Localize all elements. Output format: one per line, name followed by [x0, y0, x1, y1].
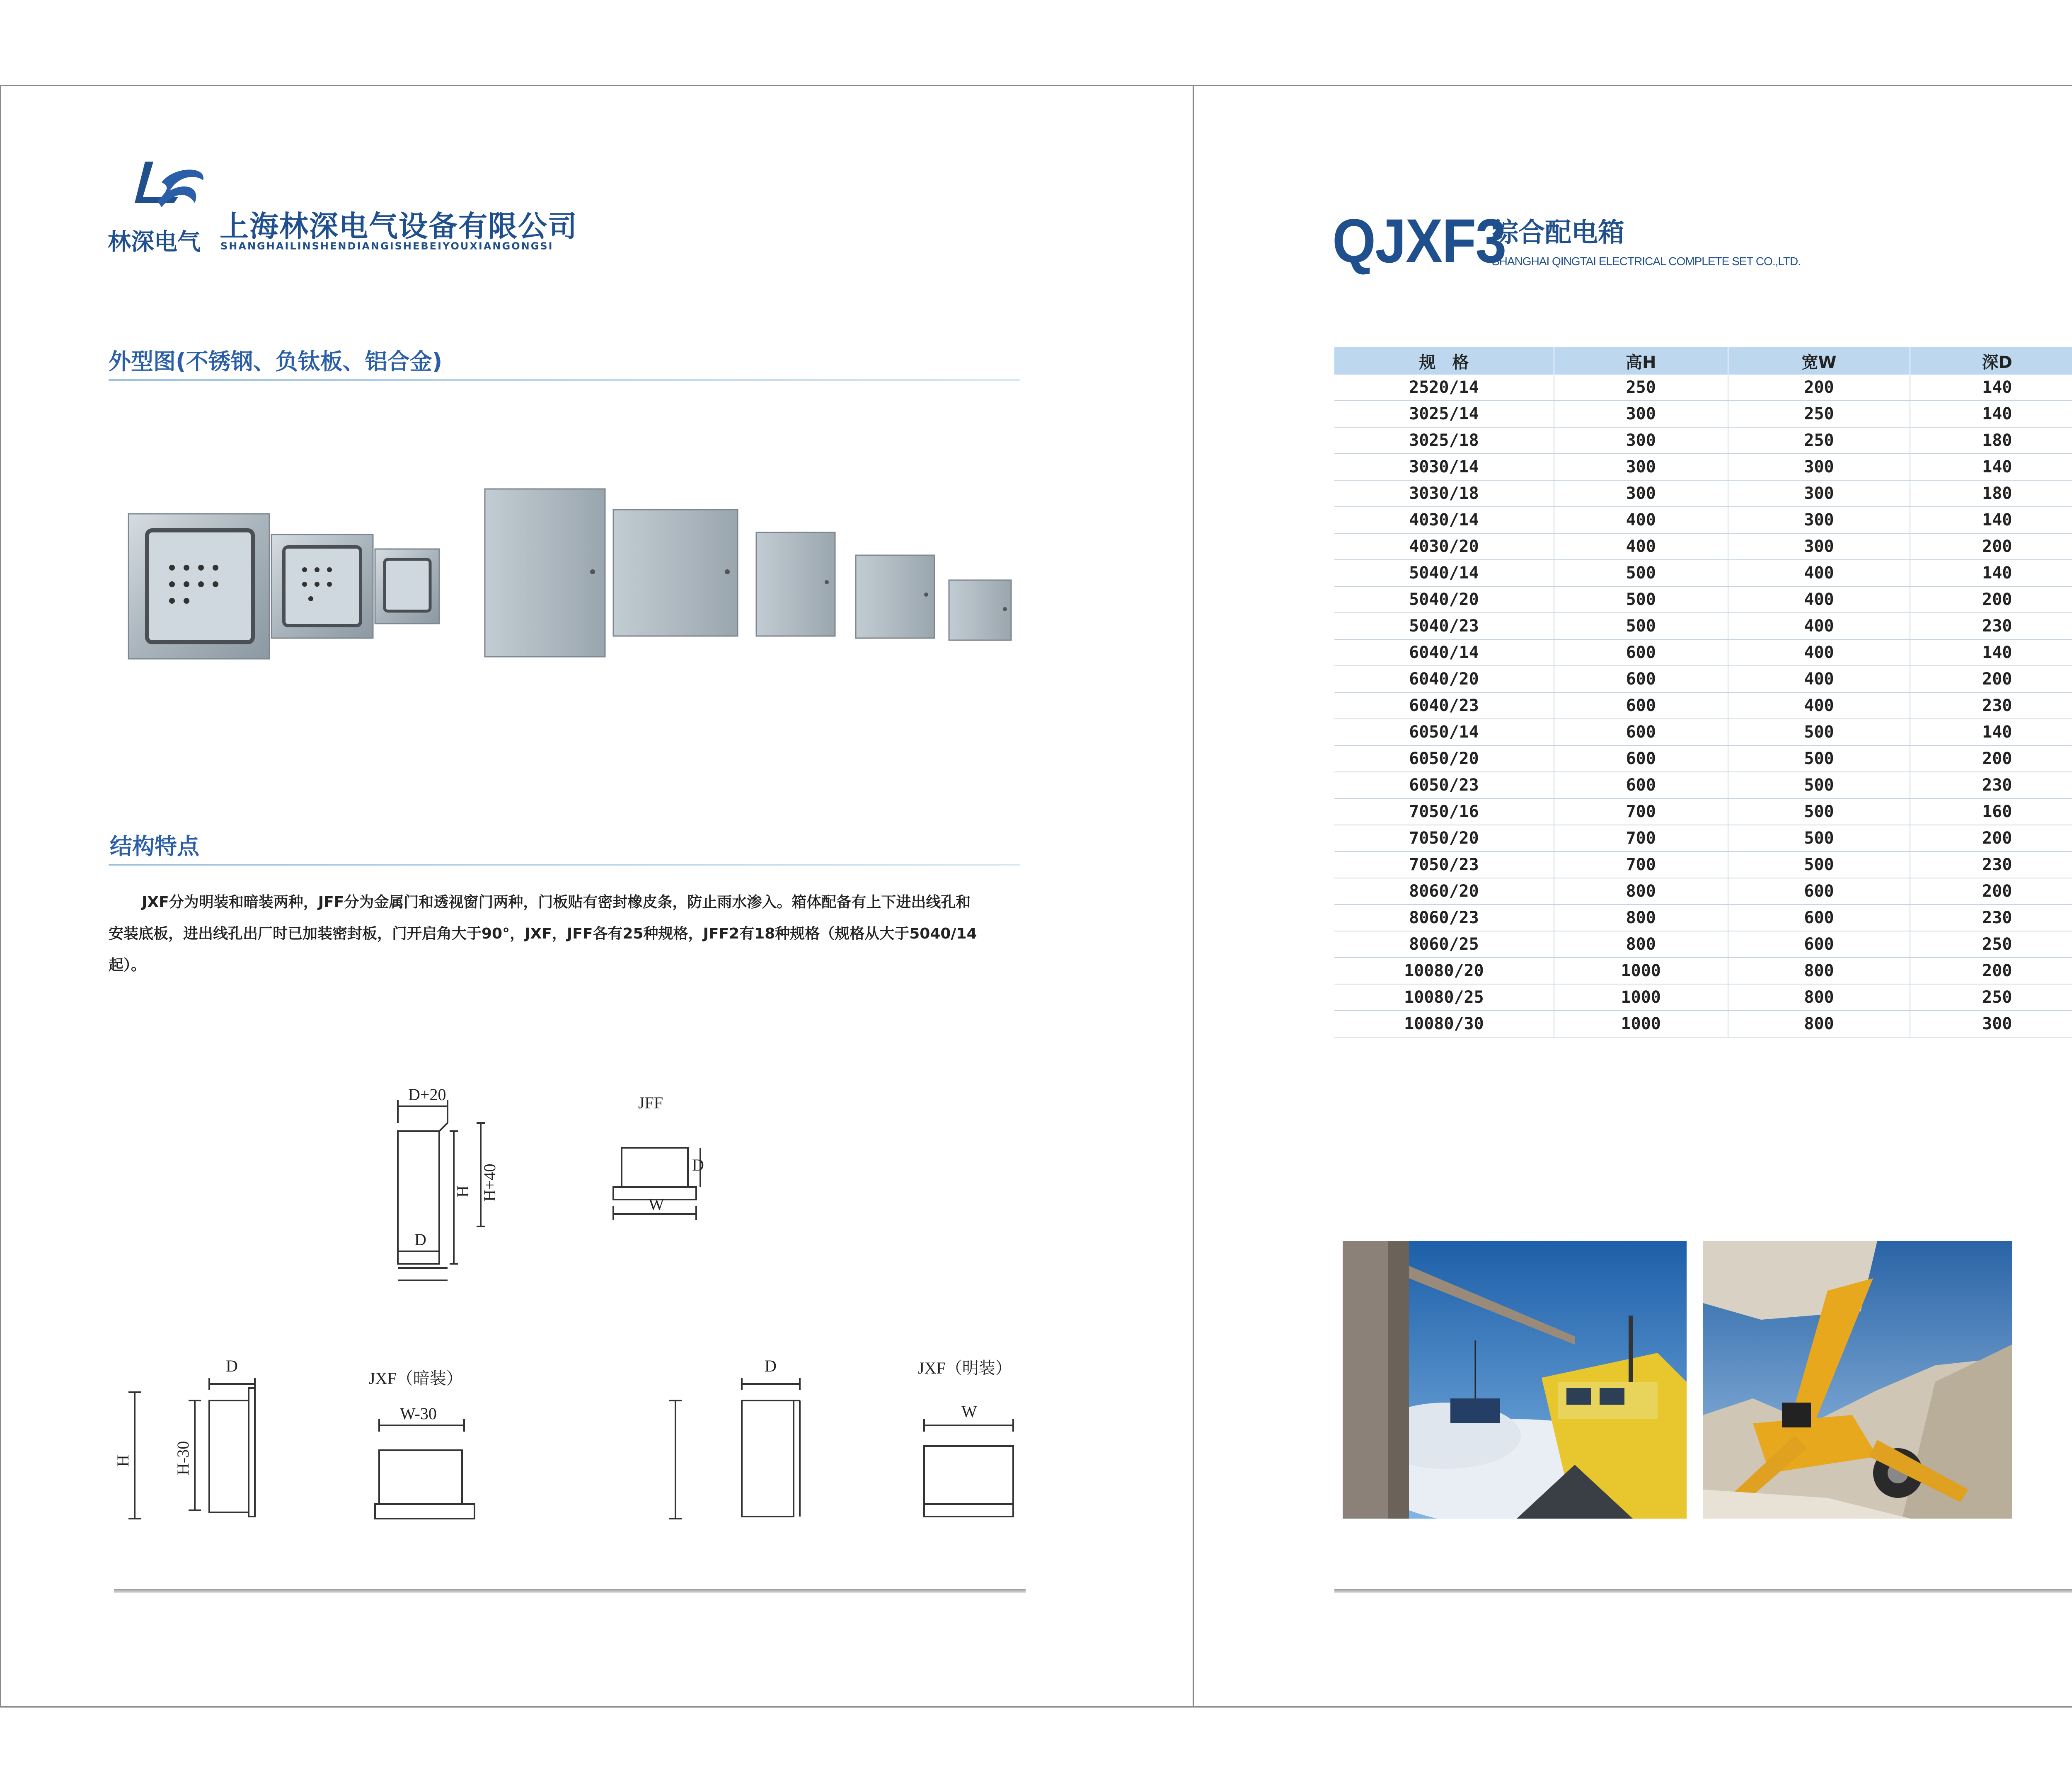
company-logo-text: 林深电气: [108, 228, 201, 256]
spec-row: [1334, 984, 2072, 1011]
spec-cell: 1000: [1554, 1011, 1728, 1037]
spec-row: [1334, 666, 2072, 692]
spec-cell: 1000: [1554, 958, 1728, 984]
spec-cell: 300: [1554, 480, 1728, 507]
jff-w-label: W: [649, 1195, 664, 1214]
product-cabinets-photo: [120, 481, 1024, 675]
dim-d20-label: D+20: [408, 1085, 446, 1104]
spec-cell: 250: [1728, 401, 1910, 427]
spec-table: [1334, 347, 2072, 1038]
spec-cell: 400: [1728, 560, 1910, 586]
spec-cell: 230: [1910, 851, 2072, 878]
spec-cell: 600: [1554, 745, 1728, 772]
spec-cell: 5040/14: [1334, 560, 1554, 586]
spec-row: [1334, 586, 2072, 613]
company-logo-mark: [112, 157, 211, 220]
spec-cell: 300: [1728, 533, 1910, 560]
spec-row: [1334, 613, 2072, 639]
spec-row: [1334, 1011, 2072, 1037]
structure-description: JXF分为明装和暗装两种，JFF分为金属门和透视窗门两种，门板贴有密封橡皮条，防止雨水渗入。箱体配备有上下进出线孔和安装底板，进出线孔出厂时已加装密封板，门开启角大于90°，JXF，JFF各有25种规格，JFF2有18种规格（规格从大于5040/14起）。: [109, 894, 977, 974]
spec-cell: 3025/14: [1334, 401, 1554, 427]
jxf-hidden-w30-label: W-30: [400, 1404, 437, 1423]
spec-row: [1334, 719, 2072, 745]
left-h-label: H: [114, 1455, 132, 1467]
spec-cell: 600: [1728, 878, 1910, 905]
spec-cell: 140: [1910, 719, 2072, 745]
spec-cell: 500: [1728, 825, 1910, 851]
spec-cell: 500: [1728, 772, 1910, 798]
spec-cell: 800: [1554, 878, 1728, 905]
spec-cell: 200: [1910, 666, 2072, 692]
spec-header-1: 高H: [1554, 347, 1728, 375]
spec-cell: 700: [1554, 798, 1728, 825]
spec-cell: 500: [1554, 586, 1728, 613]
spec-cell: 800: [1728, 984, 1910, 1011]
spec-cell: 800: [1728, 1011, 1910, 1037]
spec-row: [1334, 480, 2072, 507]
spec-cell: 500: [1554, 613, 1728, 639]
spec-cell: 180: [1910, 427, 2072, 454]
spec-cell: 200: [1910, 878, 2072, 905]
spec-row: [1334, 454, 2072, 480]
spec-row: [1334, 798, 2072, 825]
spec-row: [1334, 931, 2072, 958]
spec-cell: 600: [1728, 931, 1910, 958]
spec-cell: 250: [1910, 931, 2072, 958]
spec-cell: 400: [1728, 639, 1910, 666]
spec-row: [1334, 507, 2072, 533]
spec-header-0: 规 格: [1334, 347, 1554, 375]
spec-cell: 200: [1910, 533, 2072, 560]
jxf-visible-title: JXF（明装）: [918, 1359, 1012, 1377]
spec-cell: 230: [1910, 772, 2072, 798]
jxf-visible-w-label: W: [961, 1402, 977, 1421]
spec-cell: 250: [1728, 427, 1910, 454]
dim-h-label: H: [453, 1185, 472, 1197]
spec-cell: 200: [1910, 586, 2072, 613]
spec-cell: 200: [1728, 375, 1910, 401]
spec-cell: 200: [1910, 825, 2072, 851]
spec-cell: 600: [1554, 666, 1728, 692]
spec-cell: 140: [1910, 454, 2072, 480]
appearance-section-title: 外型图(不锈钢、负钛板、铝合金): [109, 348, 443, 375]
appearance-section-divider: [109, 379, 1020, 381]
spec-cell: 400: [1728, 586, 1910, 613]
spec-cell: 600: [1554, 772, 1728, 798]
spec-cell: 400: [1728, 613, 1910, 639]
spec-cell: 8060/20: [1334, 878, 1554, 905]
spec-cell: 300: [1728, 507, 1910, 533]
spec-row: [1334, 905, 2072, 931]
spec-cell: 800: [1554, 931, 1728, 958]
dimension-drawings: [83, 1077, 1077, 1533]
right-footer-rule: [1334, 1589, 2072, 1593]
spec-cell: 230: [1910, 905, 2072, 931]
spec-cell: 230: [1910, 692, 2072, 719]
spec-row: [1334, 745, 2072, 772]
spec-cell: 160: [1910, 798, 2072, 825]
spec-cell: 6040/20: [1334, 666, 1554, 692]
spec-cell: 600: [1554, 639, 1728, 666]
spec-cell: 140: [1910, 401, 2072, 427]
spec-row: [1334, 560, 2072, 586]
spec-cell: 10080/25: [1334, 984, 1554, 1011]
spec-cell: 800: [1554, 905, 1728, 931]
spec-row: [1334, 692, 2072, 719]
spec-cell: 6040/14: [1334, 639, 1554, 666]
dim-d-label: D: [414, 1230, 426, 1249]
spec-row: [1334, 772, 2072, 798]
company-name-en-right: SHANGHAI QINGTAI ELECTRICAL COMPLETE SET CO.,LTD.: [1492, 255, 1801, 268]
spec-cell: 300: [1728, 480, 1910, 507]
spec-row: [1334, 427, 2072, 454]
spec-cell: 180: [1910, 480, 2072, 507]
spec-cell: 4030/20: [1334, 533, 1554, 560]
spec-cell: 6050/20: [1334, 745, 1554, 772]
spec-cell: 400: [1728, 692, 1910, 719]
spec-row: [1334, 958, 2072, 984]
spec-cell: 250: [1554, 375, 1728, 401]
spec-cell: 300: [1728, 454, 1910, 480]
left-h30-label: H-30: [174, 1441, 192, 1475]
spec-row: [1334, 639, 2072, 666]
spec-row: [1334, 878, 2072, 905]
jff-title: JFF: [638, 1093, 663, 1112]
spec-header-2: 宽W: [1728, 347, 1910, 375]
spec-cell: 140: [1910, 507, 2072, 533]
spec-cell: 400: [1728, 666, 1910, 692]
spec-cell: 140: [1910, 639, 2072, 666]
spec-cell: 500: [1728, 745, 1910, 772]
spec-cell: 400: [1554, 507, 1728, 533]
company-name-cn: 上海林深电气设备有限公司: [220, 209, 578, 243]
spec-cell: 3030/14: [1334, 454, 1554, 480]
spec-cell: 140: [1910, 375, 2072, 401]
spec-row: [1334, 533, 2072, 560]
spec-cell: 300: [1910, 1011, 2072, 1037]
spec-header-3: 深D: [1910, 347, 2072, 375]
spec-cell: 700: [1554, 825, 1728, 851]
left-footer-rule: [114, 1589, 1026, 1593]
spec-row: [1334, 825, 2072, 851]
spec-table-header: [1334, 347, 2072, 375]
spec-cell: 140: [1910, 560, 2072, 586]
spec-cell: 600: [1554, 719, 1728, 745]
right-d-label: D: [765, 1357, 777, 1375]
spec-cell: 300: [1554, 427, 1728, 454]
left-d-label: D: [226, 1357, 238, 1375]
spec-cell: 300: [1554, 454, 1728, 480]
spec-cell: 6050/14: [1334, 719, 1554, 745]
spec-cell: 8060/25: [1334, 931, 1554, 958]
jff-d-label: D: [692, 1156, 704, 1174]
spec-cell: 8060/23: [1334, 905, 1554, 931]
spec-cell: 7050/20: [1334, 825, 1554, 851]
spec-cell: 230: [1910, 613, 2072, 639]
spec-cell: 400: [1554, 533, 1728, 560]
spec-cell: 1000: [1554, 984, 1728, 1011]
spec-cell: 300: [1554, 401, 1728, 427]
spec-cell: 600: [1554, 692, 1728, 719]
spec-cell: 10080/20: [1334, 958, 1554, 984]
spec-cell: 500: [1728, 851, 1910, 878]
spec-cell: 200: [1910, 745, 2072, 772]
spec-cell: 600: [1728, 905, 1910, 931]
dim-h40-label: H+40: [480, 1164, 499, 1202]
structure-section-divider: [109, 864, 1020, 866]
company-name-en: SHANGHAILINSHENDIANGISHEBEIYOUXIANGONGSI: [220, 240, 554, 252]
spec-cell: 4030/14: [1334, 507, 1554, 533]
spec-cell: 700: [1554, 851, 1728, 878]
spec-cell: 2520/14: [1334, 375, 1554, 401]
spec-cell: 3030/18: [1334, 480, 1554, 507]
crane-ship-photo: [1343, 1241, 1687, 1519]
spec-cell: 10080/30: [1334, 1011, 1554, 1037]
crane-scrapyard-photo: [1703, 1241, 2012, 1519]
spec-cell: 200: [1910, 958, 2072, 984]
jxf-hidden-title: JXF（暗装）: [369, 1369, 463, 1388]
product-name-cn: 综合配电箱: [1492, 218, 1624, 248]
spec-row: [1334, 375, 2072, 401]
spec-cell: 250: [1910, 984, 2072, 1011]
spec-cell: 500: [1728, 719, 1910, 745]
spec-cell: 5040/20: [1334, 586, 1554, 613]
spec-cell: 3025/18: [1334, 427, 1554, 454]
spec-cell: 500: [1554, 560, 1728, 586]
product-model-title: QJXF3: [1332, 206, 1506, 276]
spec-row: [1334, 401, 2072, 427]
spec-cell: 800: [1728, 958, 1910, 984]
spec-cell: 500: [1728, 798, 1910, 825]
spec-cell: 5040/23: [1334, 613, 1554, 639]
structure-section-title: 结构特点: [110, 833, 199, 859]
spec-cell: 7050/16: [1334, 798, 1554, 825]
spec-cell: 6050/23: [1334, 772, 1554, 798]
spec-cell: 6040/23: [1334, 692, 1554, 719]
spec-cell: 7050/23: [1334, 851, 1554, 878]
spec-row: [1334, 851, 2072, 878]
